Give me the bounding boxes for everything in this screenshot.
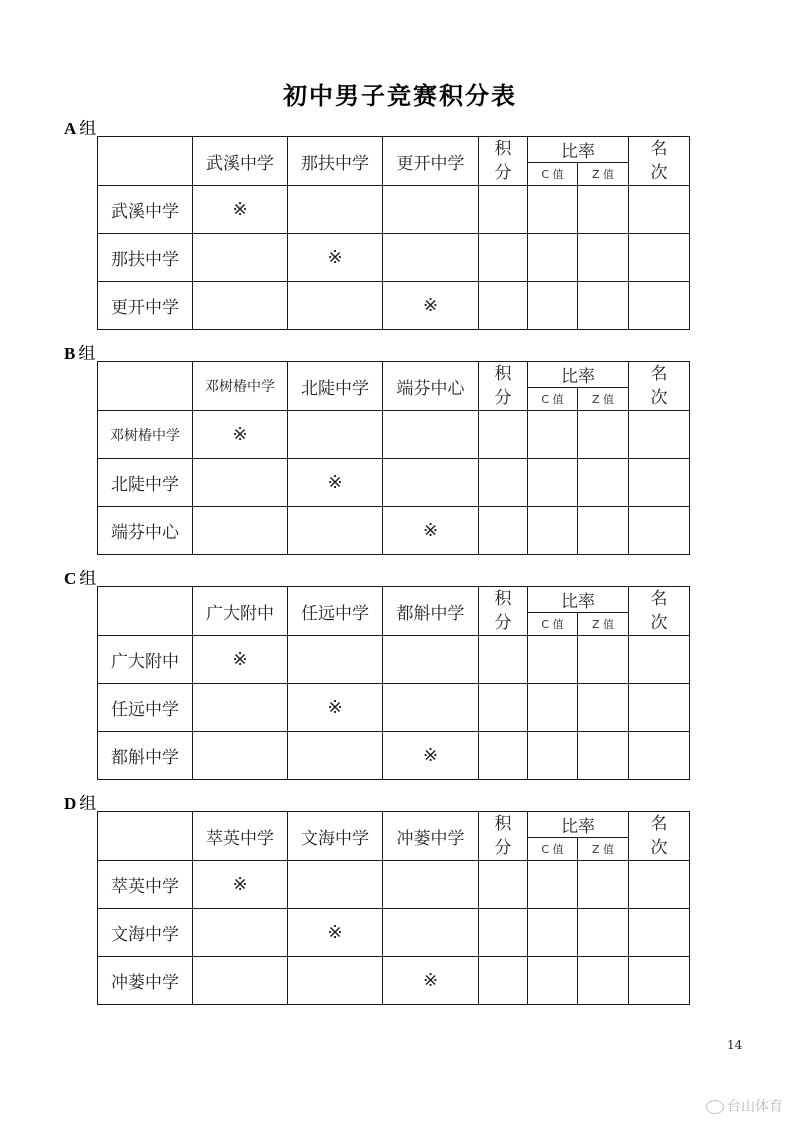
ratio-header: 比率 (528, 812, 629, 838)
z-value-cell (578, 507, 629, 555)
column-team: 萃英中学 (193, 812, 288, 861)
team-row (98, 909, 690, 957)
score-table (97, 136, 690, 330)
c-value-header: C 值 (528, 838, 578, 861)
rank-cell (629, 636, 690, 684)
z-value-cell (578, 459, 629, 507)
team-row (98, 234, 690, 282)
c-value-cell (528, 282, 578, 330)
z-value-header: Z 值 (578, 388, 629, 411)
z-value-cell (578, 684, 629, 732)
rank-cell (629, 957, 690, 1005)
score-cell (193, 507, 288, 555)
self-match-mark: ※ (193, 411, 288, 459)
ratio-header: 比率 (528, 137, 629, 163)
c-value-cell (528, 411, 578, 459)
points-cell (479, 507, 528, 555)
z-value-cell (578, 282, 629, 330)
c-value-cell (528, 186, 578, 234)
c-value-cell (528, 909, 578, 957)
points-cell (479, 234, 528, 282)
team-row (98, 957, 690, 1005)
c-value-cell (528, 957, 578, 1005)
document-title: 初中男子竞赛积分表 (283, 82, 517, 110)
group-suffix: 组 (79, 119, 97, 139)
column-team: 冲蒌中学 (383, 812, 479, 861)
column-team: 广大附中 (193, 587, 288, 636)
corner-cell (98, 362, 193, 411)
z-value-cell (578, 909, 629, 957)
z-value-cell (578, 957, 629, 1005)
points-cell (479, 636, 528, 684)
rank-cell (629, 732, 690, 780)
z-value-header: Z 值 (578, 838, 629, 861)
row-team: 广大附中 (98, 636, 193, 684)
rank-cell (629, 861, 690, 909)
self-match-mark: ※ (288, 684, 383, 732)
column-team: 文海中学 (288, 812, 383, 861)
self-match-mark: ※ (383, 282, 479, 330)
team-row (98, 861, 690, 909)
z-value-cell (578, 732, 629, 780)
z-value-cell (578, 234, 629, 282)
points-cell (479, 411, 528, 459)
header-row (98, 587, 690, 613)
score-table (97, 361, 690, 555)
group-letter: D (64, 794, 77, 813)
z-value-header: Z 值 (578, 163, 629, 186)
self-match-mark: ※ (193, 186, 288, 234)
z-value-cell (578, 861, 629, 909)
header-row (98, 137, 690, 163)
column-team: 北陡中学 (288, 362, 383, 411)
c-value-cell (528, 861, 578, 909)
row-team: 北陡中学 (98, 459, 193, 507)
ratio-header: 比率 (528, 587, 629, 613)
c-value-header: C 值 (528, 388, 578, 411)
score-cell (288, 507, 383, 555)
column-team: 那扶中学 (288, 137, 383, 186)
score-cell (383, 186, 479, 234)
row-team: 武溪中学 (98, 186, 193, 234)
column-team: 邓树椿中学 (193, 362, 288, 411)
weibo-icon (706, 1100, 724, 1114)
c-value-header: C 值 (528, 163, 578, 186)
group-suffix: 组 (79, 794, 97, 814)
group-letter: A (64, 119, 77, 138)
score-cell (288, 636, 383, 684)
watermark-text: 台山体育 (727, 1099, 783, 1115)
rank-header: 名 次 (629, 812, 690, 861)
rank-cell (629, 684, 690, 732)
score-table (97, 811, 690, 1005)
team-row (98, 507, 690, 555)
rank-cell (629, 186, 690, 234)
self-match-mark: ※ (193, 636, 288, 684)
c-value-header: C 值 (528, 613, 578, 636)
team-row (98, 732, 690, 780)
row-team: 邓树椿中学 (98, 411, 193, 459)
watermark (706, 1096, 783, 1116)
score-cell (383, 411, 479, 459)
column-team: 任远中学 (288, 587, 383, 636)
c-value-cell (528, 684, 578, 732)
score-cell (383, 636, 479, 684)
c-value-cell (528, 507, 578, 555)
points-cell (479, 282, 528, 330)
score-cell (383, 684, 479, 732)
row-team: 任远中学 (98, 684, 193, 732)
score-cell (383, 234, 479, 282)
score-cell (193, 459, 288, 507)
header-row (98, 362, 690, 388)
points-cell (479, 459, 528, 507)
z-value-cell (578, 411, 629, 459)
group-letter: C (64, 569, 77, 588)
corner-cell (98, 137, 193, 186)
score-table (97, 586, 690, 780)
z-value-cell (578, 186, 629, 234)
group-label (64, 339, 95, 364)
rank-cell (629, 234, 690, 282)
row-team: 冲蒌中学 (98, 957, 193, 1005)
points-cell (479, 909, 528, 957)
row-team: 那扶中学 (98, 234, 193, 282)
corner-cell (98, 587, 193, 636)
score-cell (288, 732, 383, 780)
rank-cell (629, 411, 690, 459)
score-cell (193, 957, 288, 1005)
ratio-header: 比率 (528, 362, 629, 388)
score-cell (288, 186, 383, 234)
score-cell (288, 411, 383, 459)
score-cell (193, 909, 288, 957)
z-value-header: Z 值 (578, 613, 629, 636)
row-team: 更开中学 (98, 282, 193, 330)
rank-header: 名 次 (629, 362, 690, 411)
points-header: 积 分 (479, 812, 528, 861)
column-team: 都斛中学 (383, 587, 479, 636)
c-value-cell (528, 636, 578, 684)
score-cell (193, 732, 288, 780)
group-label (64, 789, 96, 814)
group-label (64, 114, 96, 139)
self-match-mark: ※ (383, 957, 479, 1005)
row-team: 文海中学 (98, 909, 193, 957)
score-cell (383, 459, 479, 507)
group-label (64, 564, 96, 589)
row-team: 端芬中心 (98, 507, 193, 555)
group-letter: B (64, 344, 76, 363)
score-cell (193, 282, 288, 330)
score-cell (288, 957, 383, 1005)
column-team: 端芬中心 (383, 362, 479, 411)
score-cell (288, 282, 383, 330)
points-cell (479, 861, 528, 909)
rank-header: 名 次 (629, 137, 690, 186)
team-row (98, 411, 690, 459)
rank-cell (629, 909, 690, 957)
self-match-mark: ※ (193, 861, 288, 909)
c-value-cell (528, 732, 578, 780)
points-cell (479, 186, 528, 234)
points-cell (479, 732, 528, 780)
page-number: 14 (727, 1038, 743, 1052)
c-value-cell (528, 234, 578, 282)
score-cell (383, 861, 479, 909)
points-cell (479, 684, 528, 732)
z-value-cell (578, 636, 629, 684)
corner-cell (98, 812, 193, 861)
self-match-mark: ※ (383, 732, 479, 780)
points-header: 积 分 (479, 137, 528, 186)
header-row (98, 812, 690, 838)
row-team: 萃英中学 (98, 861, 193, 909)
score-cell (193, 234, 288, 282)
group-suffix: 组 (78, 344, 96, 364)
team-row (98, 282, 690, 330)
points-cell (479, 957, 528, 1005)
column-team: 武溪中学 (193, 137, 288, 186)
team-row (98, 186, 690, 234)
group-suffix: 组 (79, 569, 97, 589)
rank-header: 名 次 (629, 587, 690, 636)
self-match-mark: ※ (288, 909, 383, 957)
row-team: 都斛中学 (98, 732, 193, 780)
points-header: 积 分 (479, 587, 528, 636)
rank-cell (629, 459, 690, 507)
team-row (98, 636, 690, 684)
self-match-mark: ※ (288, 459, 383, 507)
team-row (98, 459, 690, 507)
score-cell (383, 909, 479, 957)
points-header: 积 分 (479, 362, 528, 411)
column-team: 更开中学 (383, 137, 479, 186)
score-cell (193, 684, 288, 732)
self-match-mark: ※ (288, 234, 383, 282)
team-row (98, 684, 690, 732)
self-match-mark: ※ (383, 507, 479, 555)
rank-cell (629, 282, 690, 330)
rank-cell (629, 507, 690, 555)
c-value-cell (528, 459, 578, 507)
score-cell (288, 861, 383, 909)
